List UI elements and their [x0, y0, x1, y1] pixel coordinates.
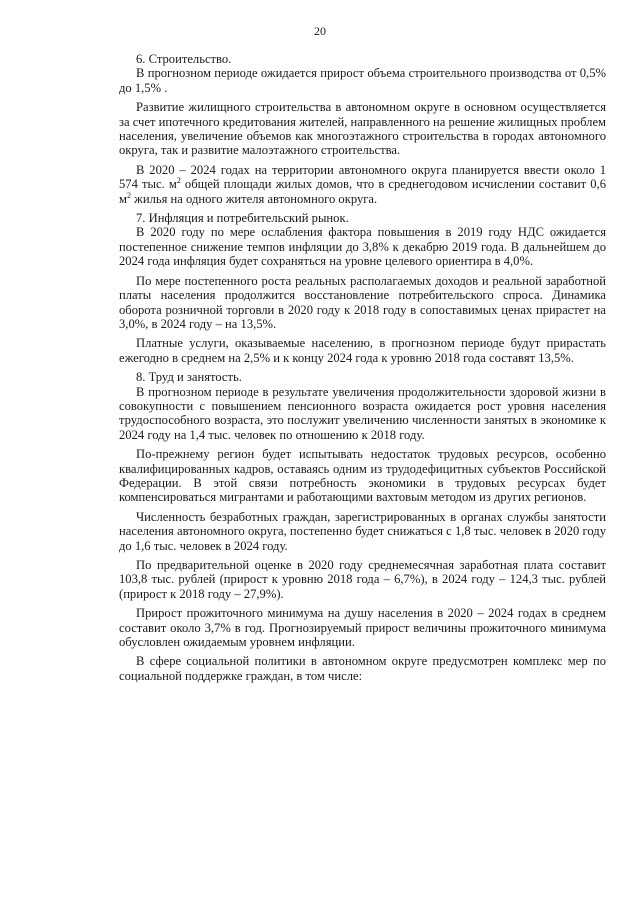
- paragraph-housing: [119, 163, 606, 206]
- superscript: 2: [176, 176, 181, 186]
- superscript: 2: [126, 190, 131, 200]
- text-run: жилья на одного жителя автономного округа.: [130, 191, 378, 206]
- document-body: [119, 52, 606, 688]
- paragraph: По предварительной оценке в 2020 году среднемесячная заработная плата составит 103,8 тыс. рублей (прирост к уровню 2018 года – 6,7%), в 2024 году – 124,3 тыс. рублей (прирост к 2018 году – 27,9%).: [119, 558, 606, 601]
- paragraph: Развитие жилищного строительства в автономном округе в основном осуществляется за счет ипотечного кредитования жителей, направленного на решение жилищных проблем населения, увеличение объемов как многоэтажного строительства в городах автономного округа, так и развитие малоэтажного строительства.: [119, 100, 607, 158]
- paragraph: Прирост прожиточного минимума на душу населения в 2020 – 2024 годах в среднем составит около 3,7% в год. Прогнозируемый прирост величины прожиточного минимума обусловлен ожидаемым уровнем инфляции.: [119, 606, 606, 650]
- paragraph: В прогнозном периоде ожидается прирост объема строительного производства от 0,5% до 1,5% .: [119, 66, 606, 95]
- paragraph: По мере постепенного роста реальных располагаемых доходов и реальной заработной платы населения продолжится восстановление потребительского спроса. Динамика оборота розничной торговли в 2020 году к 2018 году в сопоставимых ценах прирастет на 3,0%, в 2024 году – на 13,5%.: [119, 273, 606, 331]
- paragraph: В 2020 году по мере ослабления фактора повышения в 2019 году НДС ожидается постепенное снижение темпов инфляции до 3,8% к декабрю 2019 года. В дальнейшем до 2024 года инфляция будет сохраняться на уровне целевого ориентира в 4,0%.: [119, 225, 606, 269]
- paragraph: В прогнозном периоде в результате увеличения продолжительности здоровой жизни в совокупности с повышением пенсионного возраста ожидается рост уровня населения трудоспособного возраста, это послужит увеличению численности занятых в экономике к 2024 году на 1,4 тыс. человек по отношению к 2018 году.: [119, 384, 606, 442]
- page-number: 20: [314, 24, 326, 38]
- paragraph: В сфере социальной политики в автономном округе предусмотрен комплекс мер по социальной поддержке граждан, в том числе:: [119, 654, 606, 683]
- paragraph: Платные услуги, оказываемые населению, в прогнозном периоде будут прирастать ежегодно в среднем на 2,5% и к концу 2024 года к уровню 2018 года составят 13,5%.: [119, 336, 606, 365]
- text-run: общей площади жилых домов, что в среднегодовом исчислении составит 0,6 м: [119, 177, 606, 206]
- paragraph: Численность безработных граждан, зарегистрированных в органах службы занятости населения автономного округа, постепенно будет снижаться с 1,8 тыс. человек в 2020 году до 1,6 тыс. человек в 2024 году.: [119, 509, 606, 553]
- section-heading-labor: 8. Труд и занятость.: [136, 370, 242, 385]
- section-heading-construction: 6. Строительство.: [136, 52, 232, 66]
- section-heading-inflation: 7. Инфляция и потребительский рынок.: [136, 211, 349, 226]
- paragraph: По-прежнему регион будет испытывать недостаток трудовых ресурсов, особенно квалифицированных кадров, оставаясь одним из трудодефицитных субъектов Российской Федерации. В этой связи потребность экономики в трудовых ресурсах будет компенсироваться мигрантами и работающими вахтовым методом из других регионов.: [119, 447, 606, 505]
- text-run: В 2020 – 2024 годах на территории автономного округа планируется ввести около 1 574 тыс. м: [119, 162, 606, 192]
